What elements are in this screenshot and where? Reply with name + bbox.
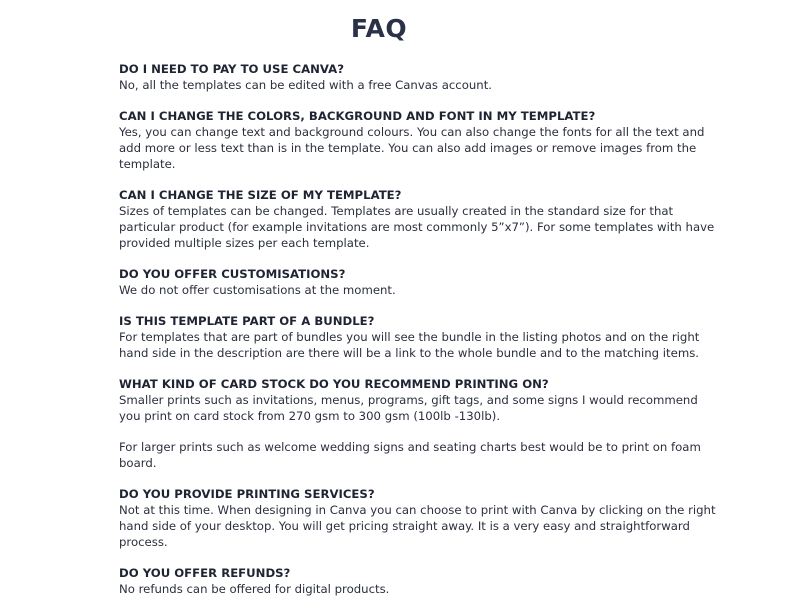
faq-item (119, 313, 719, 361)
faq-answer: For larger prints such as welcome wedding signs and seating charts best would be to print on foam board. (119, 440, 701, 470)
faq-list (119, 61, 719, 612)
faq-question: DO YOU PROVIDE PRINTING SERVICES? (119, 487, 375, 501)
faq-item (119, 565, 719, 597)
faq-answer: We do not offer customisations at the moment. (119, 283, 396, 297)
faq-answer: Yes, you can change text and background colours. You can also change the fonts for all the text and add more or less text than is in the template. You can also add images or remove images from the template. (119, 125, 705, 171)
faq-item (119, 61, 719, 93)
faq-item (119, 376, 719, 471)
faq-question: CAN I CHANGE THE SIZE OF MY TEMPLATE? (119, 188, 402, 202)
faq-question: WHAT KIND OF CARD STOCK DO YOU RECOMMEND PRINTING ON? (119, 377, 549, 391)
faq-question: CAN I CHANGE THE COLORS, BACKGROUND AND FONT IN MY TEMPLATE? (119, 109, 596, 123)
faq-answer: For templates that are part of bundles you will see the bundle in the listing photos and on the right hand side in the description are there will be a link to the whole bundle and to the matching items. (119, 330, 700, 360)
faq-answer: Sizes of templates can be changed. Templates are usually created in the standard size for that particular product (for example invitations are most commonly 5”x7”). For some templates with have provided multiple sizes per each template. (119, 204, 715, 250)
faq-item (119, 108, 719, 172)
faq-question: DO YOU OFFER REFUNDS? (119, 566, 291, 580)
faq-item (119, 187, 719, 251)
faq-question: DO YOU OFFER CUSTOMISATIONS? (119, 267, 346, 281)
faq-answer: No refunds can be offered for digital products. (119, 582, 390, 596)
page-title: FAQ (350, 14, 408, 43)
faq-answer: Smaller prints such as invitations, menus, programs, gift tags, and some signs I would recommend you print on card stock from 270 gsm to 300 gsm (100lb -130lb). (119, 393, 698, 423)
faq-question: IS THIS TEMPLATE PART OF A BUNDLE? (119, 314, 375, 328)
faq-answer: No, all the templates can be edited with a free Canvas account. (119, 78, 492, 92)
faq-item (119, 486, 719, 550)
faq-answer: Not at this time. When designing in Canva you can choose to print with Canva by clicking on the right hand side of your desktop. You will get pricing straight away. It is a very easy and straightforward process. (119, 503, 716, 549)
faq-question: DO I NEED TO PAY TO USE CANVA? (119, 62, 344, 76)
faq-item (119, 266, 719, 298)
